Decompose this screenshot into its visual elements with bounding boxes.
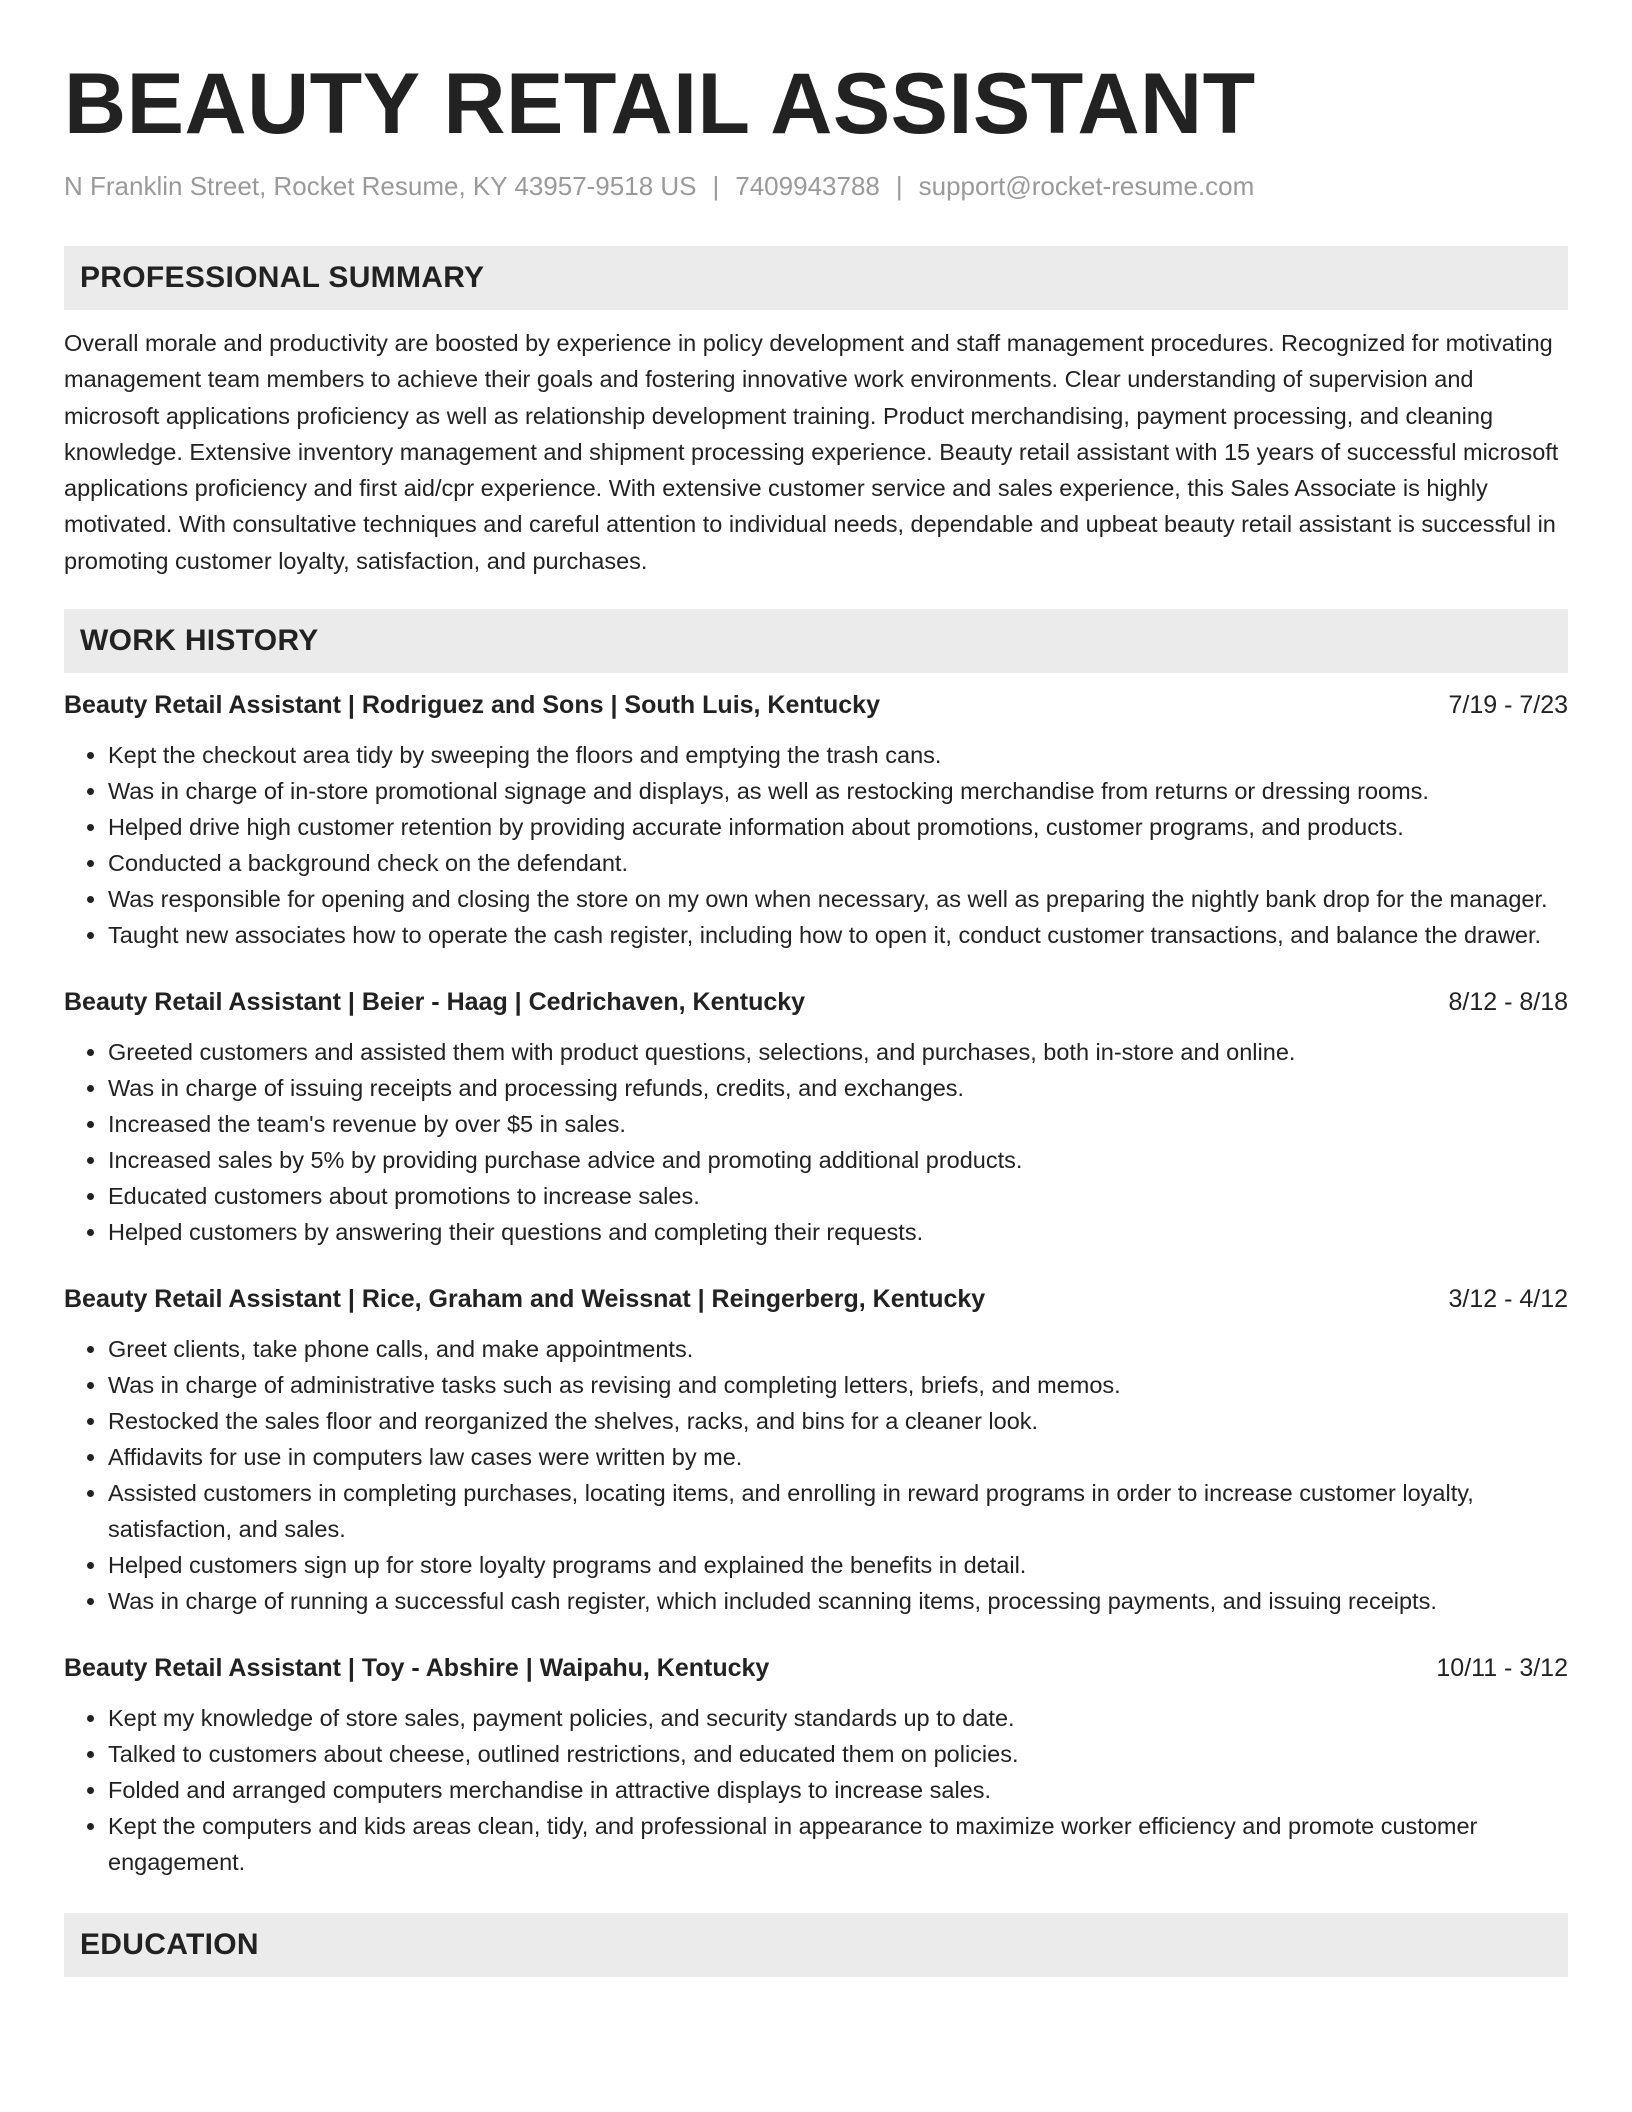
resume-name: BEAUTY RETAIL ASSISTANT [64,56,1256,152]
job-header [64,1281,1568,1317]
summary-text: Overall morale and productivity are boosted by experience in policy development and staff management procedures. Recognized for motivating management team members to achieve their goals and fostering innovative work environments. Clear understanding of supervision and microsoft applications proficiency as well as relationship development training. Product merchandising, payment processing, and cleaning knowledge. Extensive inventory management and shipment processing experience. Beauty retail assistant with 15 years of successful microsoft applications proficiency and first aid/cpr experience. With extensive customer service and sales experience, this Sales Associate is highly motivated. With consultative techniques and careful attention to individual needs, dependable and upbeat beauty retail assistant is successful in promoting customer loyalty, satisfaction, and purchases. [64,330,1559,574]
job-bullet: • Affidavits for use in computers law cases were written by me. [108,1439,1568,1475]
contact-phone: 7409943788 [735,171,880,201]
section-heading-work-history: WORK HISTORY [64,609,1568,673]
job-title: Beauty Retail Assistant | Rice, Graham and Weissnat | Reingerberg, Kentucky [64,1285,986,1314]
job-bullet: • Greeted customers and assisted them with product questions, selections, and purchases, both in-store and online. [108,1034,1568,1070]
job-entry [64,984,1568,1250]
job-dates: 8/12 - 8/18 [1448,988,1568,1017]
job-bullet: • Taught new associates how to operate the cash register, including how to open it, conduct customer transactions, and balance the drawer. [108,917,1568,953]
job-bullet: • Helped drive high customer retention by providing accurate information about promotions, customer programs, and products. [108,809,1568,845]
contact-email: support@rocket-resume.com [918,171,1255,201]
job-bullet: • Increased the team's revenue by over $5 in sales. [108,1106,1568,1142]
job-bullets [64,1700,1568,1880]
job-bullet: • Kept the computers and kids areas clean, tidy, and professional in appearance to maximize worker efficiency and promote customer engagement. [108,1808,1568,1880]
contact-line [64,168,1568,204]
job-bullet: • Educated customers about promotions to increase sales. [108,1178,1568,1214]
job-bullets [64,1034,1568,1250]
job-header [64,687,1568,723]
job-bullet: • Assisted customers in completing purchases, locating items, and enrolling in reward programs in order to increase customer loyalty, satisfaction, and sales. [108,1475,1568,1547]
job-bullet: • Was responsible for opening and closing the store on my own when necessary, as well as preparing the nightly bank drop for the manager. [108,881,1568,917]
job-bullet: • Kept my knowledge of store sales, payment policies, and security standards up to date. [108,1700,1568,1736]
job-bullet: • Conducted a background check on the defendant. [108,845,1568,881]
resume-page [64,50,1568,1977]
job-header [64,984,1568,1020]
job-title: Beauty Retail Assistant | Beier - Haag | Cedrichaven, Kentucky [64,988,806,1017]
job-bullet: • Was in charge of issuing receipts and processing refunds, credits, and exchanges. [108,1070,1568,1106]
job-bullet: • Helped customers sign up for store loyalty programs and explained the benefits in detail. [108,1547,1568,1583]
job-bullet: • Greet clients, take phone calls, and make appointments. [108,1331,1568,1367]
job-bullet: • Folded and arranged computers merchandise in attractive displays to increase sales. [108,1772,1568,1808]
job-bullet: • Talked to customers about cheese, outlined restrictions, and educated them on policies. [108,1736,1568,1772]
contact-address: N Franklin Street, Rocket Resume, KY 43957-9518 US [64,171,697,201]
job-bullet: • Restocked the sales floor and reorganized the shelves, racks, and bins for a cleaner look. [108,1403,1568,1439]
section-heading-summary: PROFESSIONAL SUMMARY [64,246,1568,310]
job-title: Beauty Retail Assistant | Rodriguez and Sons | South Luis, Kentucky [64,691,880,720]
job-bullet: • Was in charge of running a successful cash register, which included scanning items, processing payments, and issuing receipts. [108,1583,1568,1619]
job-bullets [64,737,1568,953]
job-header [64,1650,1568,1686]
job-bullet: • Helped customers by answering their questions and completing their requests. [108,1214,1568,1250]
section-heading-education: EDUCATION [64,1913,1568,1977]
job-entry [64,687,1568,953]
job-title: Beauty Retail Assistant | Toy - Abshire | Waipahu, Kentucky [64,1654,770,1683]
contact-separator: | [895,171,903,201]
job-entry [64,1650,1568,1880]
job-entry [64,1281,1568,1619]
job-bullet: • Was in charge of in-store promotional signage and displays, as well as restocking merchandise from returns or dressing rooms. [108,773,1568,809]
job-bullets [64,1331,1568,1619]
job-bullet: • Was in charge of administrative tasks such as revising and completing letters, briefs, and memos. [108,1367,1568,1403]
job-bullet: • Increased sales by 5% by providing purchase advice and promoting additional products. [108,1142,1568,1178]
contact-separator: | [712,171,720,201]
job-dates: 3/12 - 4/12 [1448,1285,1568,1314]
job-dates: 10/11 - 3/12 [1436,1654,1568,1683]
job-bullet: • Kept the checkout area tidy by sweeping the floors and emptying the trash cans. [108,737,1568,773]
job-dates: 7/19 - 7/23 [1448,691,1568,720]
